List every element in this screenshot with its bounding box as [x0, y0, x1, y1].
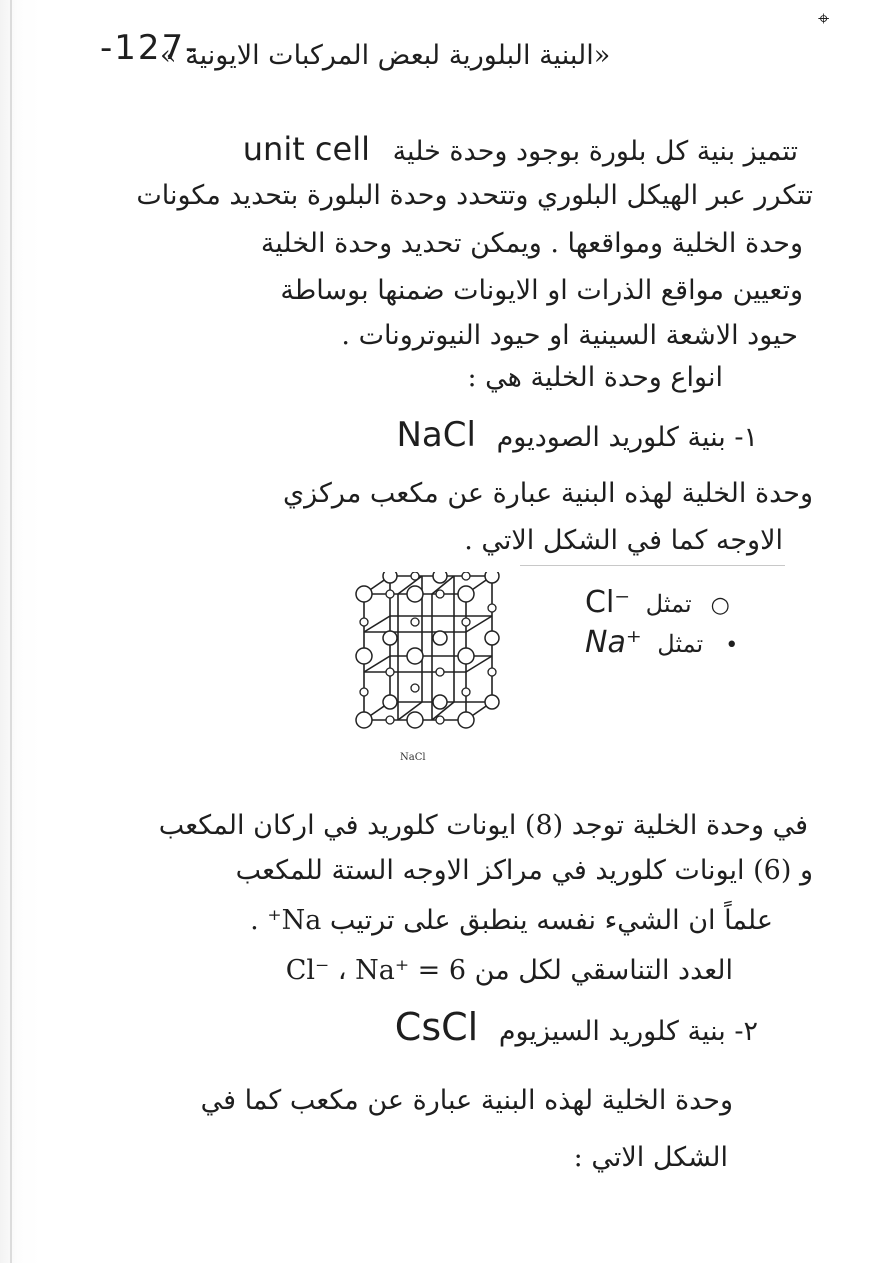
nacl-heading-arabic: ١- بنية كلوريد الصوديوم: [496, 422, 758, 453]
nacl-heading: [397, 415, 759, 456]
nacl-desc-line-1: وحدة الخلية لهذه البنية عبارة عن مكعب مركزي: [283, 478, 813, 509]
figure-caption: NaCl: [400, 752, 426, 763]
page-number: -127-: [100, 28, 200, 68]
legend-sodium: [585, 625, 745, 660]
page-edge-shadow: [10, 0, 12, 1263]
intro-line-5: حيود الاشعة السينية او حيود النيوترونات .: [341, 320, 798, 351]
sodium-ion-label: Na⁺: [585, 625, 642, 660]
represents-label-1: تمثل: [645, 590, 692, 618]
cscl-desc-line-2: الشكل الاتي :: [573, 1142, 728, 1173]
intro-line-1-arabic: تتميز بنية كل بلورة بوجود وحدة خلية: [392, 136, 798, 167]
intro-line-2: تتكرر عبر الهيكل البلوري وتتحدد وحدة البلورة بتحديد مكونات: [136, 180, 813, 211]
nacl-para-line-1: في وحدة الخلية توجد (8) ايونات كلوريد في اركان المكعب: [158, 810, 808, 841]
chloride-ion-label: Cl⁻: [585, 585, 631, 620]
corner-mark: ⌖: [818, 6, 830, 30]
cscl-desc-line-1: وحدة الخلية لهذه البنية عبارة عن مكعب كما في: [200, 1085, 733, 1116]
nacl-para-line-2: و (6) ايونات كلوريد في مراكز الاوجه الستة للمكعب: [235, 855, 813, 886]
nacl-desc-line-2: الاوجه كما في الشكل الاتي .: [464, 525, 783, 556]
chloride-ions: [356, 572, 499, 728]
page-title: «البنية البلورية لبعض المركبات الايونية »: [160, 40, 611, 71]
cscl-heading-arabic: ٢- بنية كلوريد السيزيوم: [498, 1016, 758, 1047]
cscl-formula: CsCl: [394, 1005, 479, 1049]
filled-dot-icon: •: [725, 633, 739, 658]
nacl-lattice-figure: [350, 572, 530, 737]
nacl-formula: NaCl: [396, 415, 476, 455]
intro-line-1: [243, 130, 798, 168]
intro-line-3: وحدة الخلية ومواقعها . ويمكن تحديد وحدة الخلية: [260, 228, 803, 259]
cell-types-heading: انواع وحدة الخلية هي :: [467, 362, 723, 393]
cscl-heading: [395, 1005, 758, 1051]
divider-line: [520, 565, 785, 566]
unit-cell-term: unit cell: [242, 130, 370, 168]
open-circle-icon: ○: [710, 593, 730, 618]
legend-chloride: [585, 585, 733, 620]
represents-label-2: تمثل: [657, 630, 704, 658]
intro-line-4: وتعيين مواقع الذرات او الايونات ضمنها بوساطة: [280, 275, 803, 306]
nacl-para-line-3: علماً ان الشيء نفسه ينطبق على ترتيب Na⁺ .: [250, 905, 773, 936]
coordination-number-line: العدد التناسقي لكل من Cl⁻ ، Na⁺ = 6: [285, 955, 733, 986]
